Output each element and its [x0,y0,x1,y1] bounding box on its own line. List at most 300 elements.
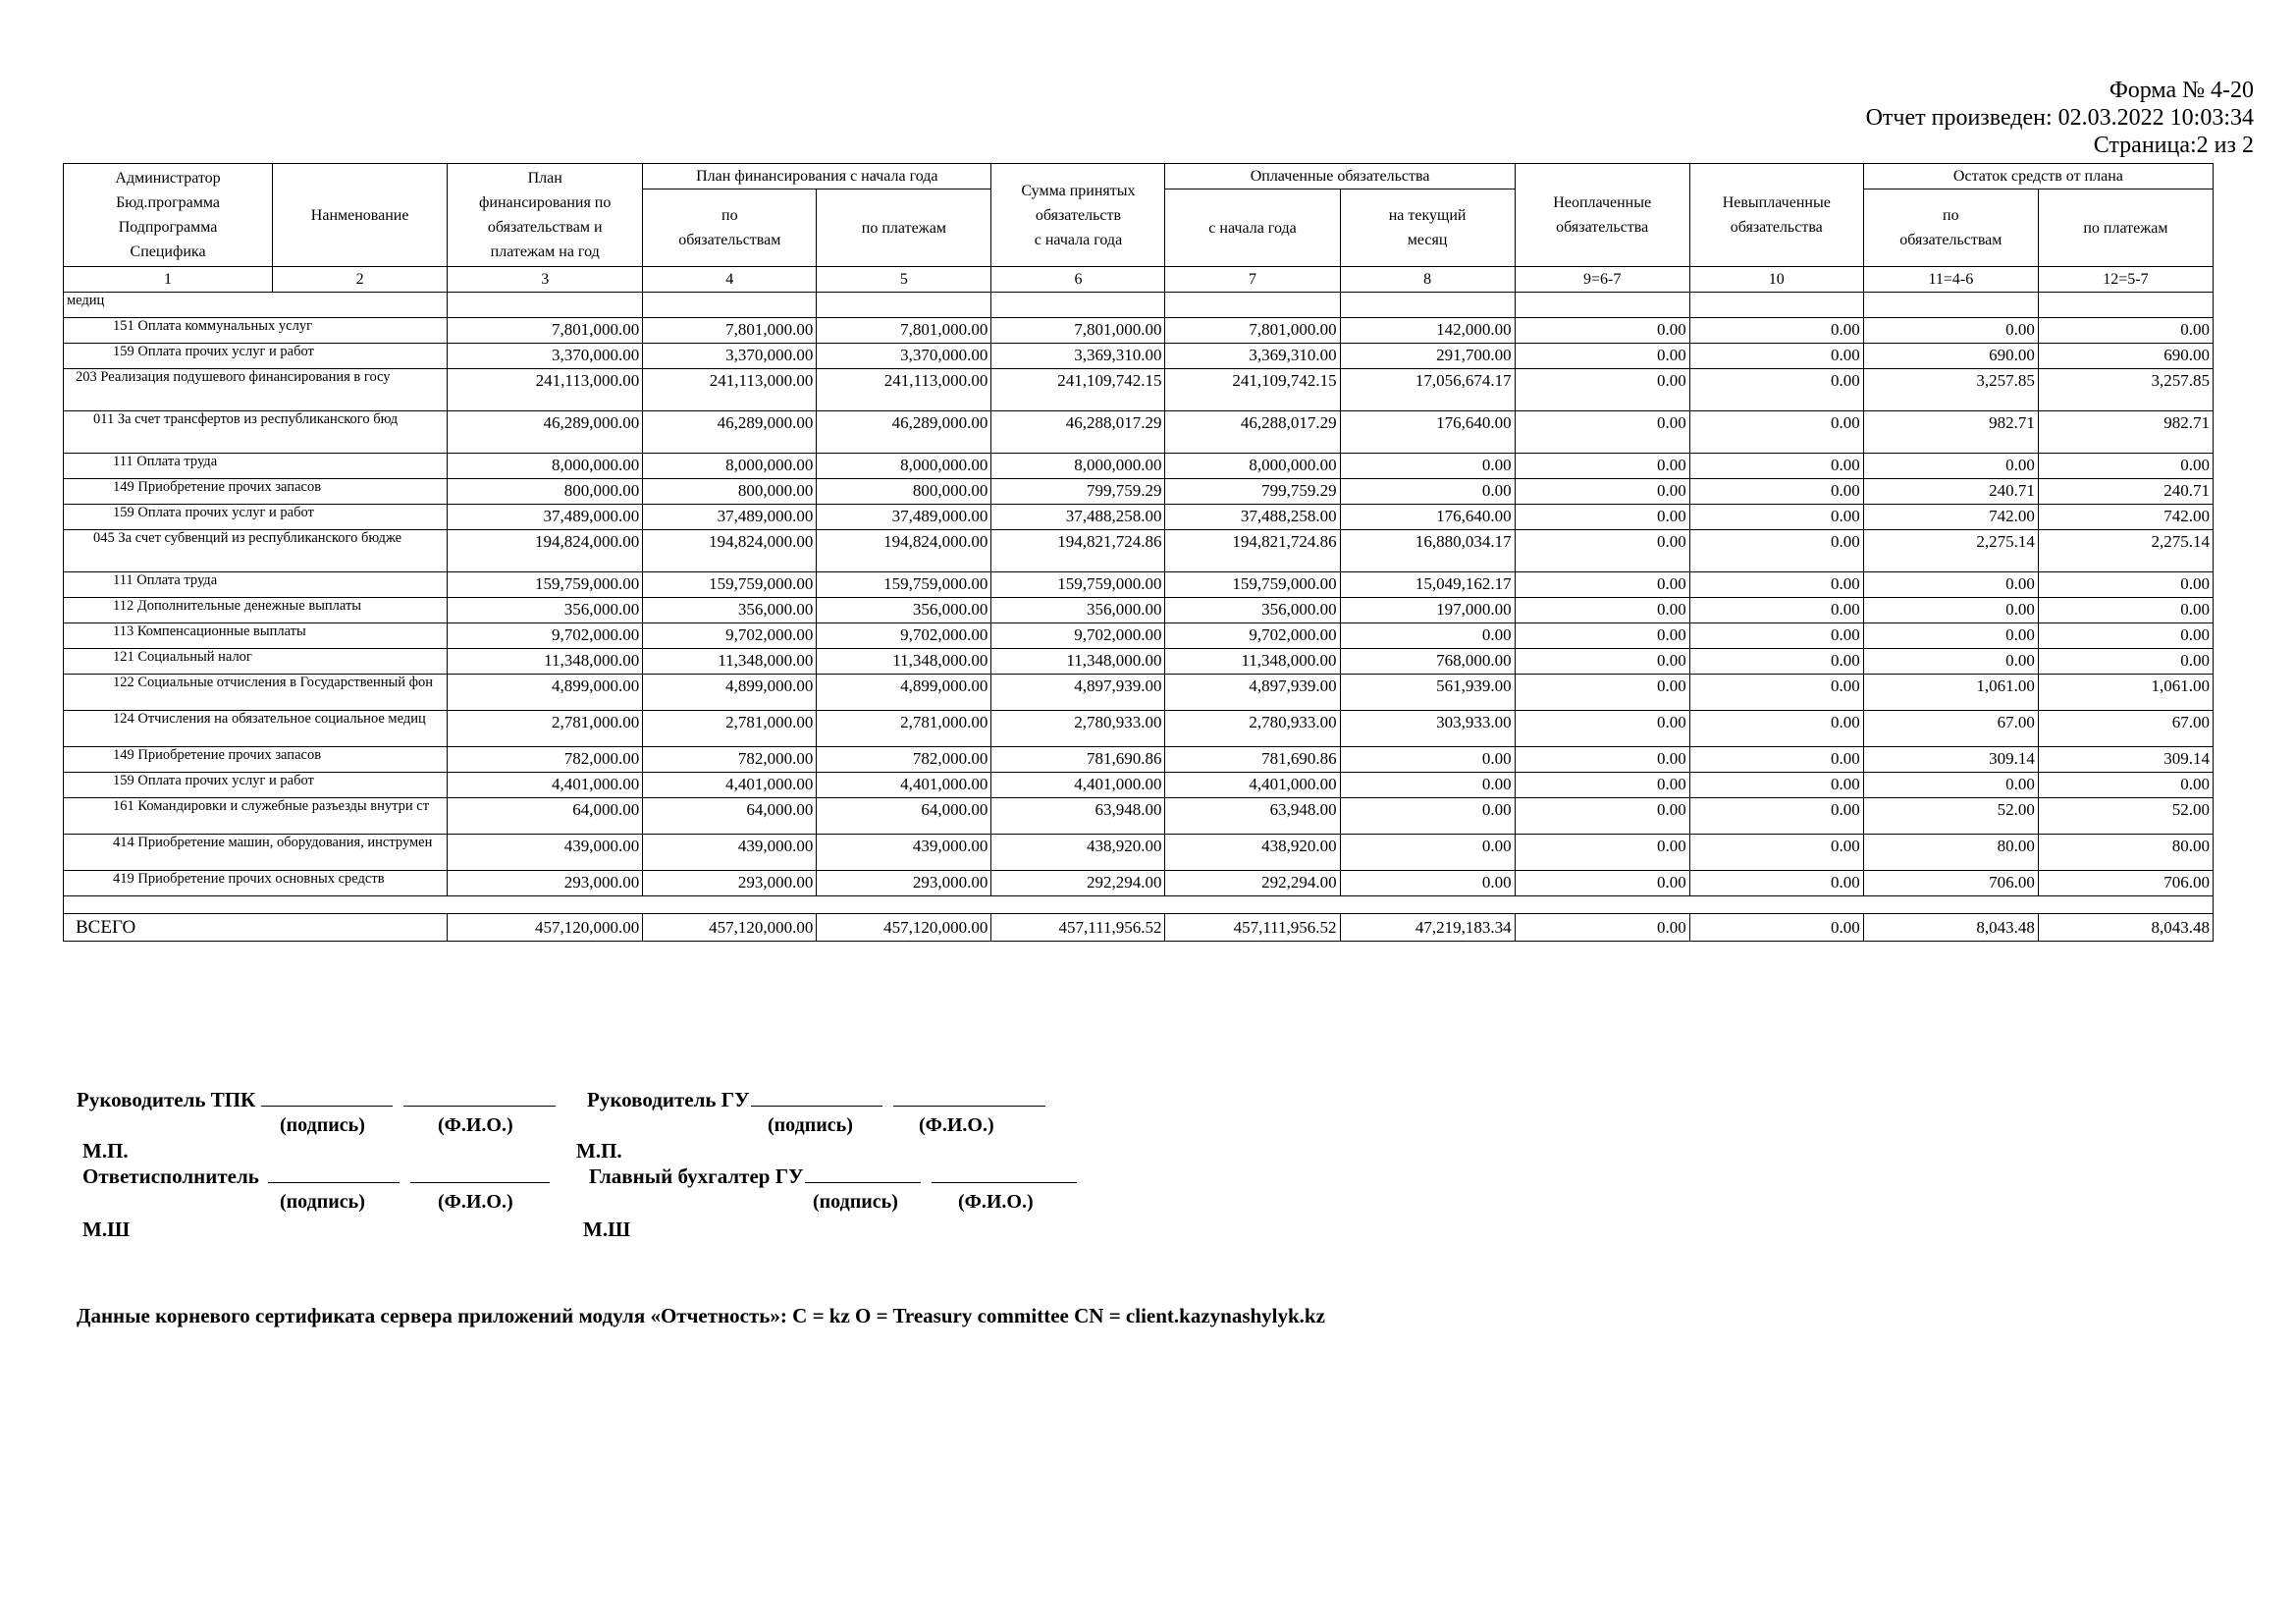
cell-col-8: 0.00 [1340,871,1515,896]
cell-col-11: 982.71 [1863,411,2038,454]
cell-col-7: 4,401,000.00 [1165,773,1340,798]
header-name: Нанменование [273,164,448,267]
cell-col-6: 9,702,000.00 [991,623,1165,649]
cell-col-10: 0.00 [1689,649,1863,675]
cell-col-10: 0.00 [1689,598,1863,623]
row-label: 419 Приобретение прочих основных средств [64,871,448,896]
cell-col-7: 457,111,956.52 [1165,914,1340,942]
cell-col-8: 0.00 [1340,773,1515,798]
cell-col-11: 0.00 [1863,649,2038,675]
cell-col-7 [1165,293,1340,318]
cell-col-10: 0.00 [1689,623,1863,649]
cell-col-6: 46,288,017.29 [991,411,1165,454]
cell-col-10 [1689,293,1863,318]
cell-col-3: 4,401,000.00 [448,773,643,798]
cell-col-11: 0.00 [1863,572,2038,598]
cell-col-9: 0.00 [1515,675,1689,711]
cell-col-6: 4,401,000.00 [991,773,1165,798]
cell-col-8: 561,939.00 [1340,675,1515,711]
name-caption: (Ф.И.О.) [438,1191,513,1213]
table-row [64,711,2214,747]
stamp-place-label: М.Ш [82,1218,131,1241]
cell-col-12: 67.00 [2038,711,2213,747]
cell-col-12: 0.00 [2038,572,2213,598]
table-row [64,293,2214,318]
cell-col-9: 0.00 [1515,623,1689,649]
cell-col-8: 0.00 [1340,479,1515,505]
cell-col-4: 3,370,000.00 [643,344,817,369]
cell-col-10: 0.00 [1689,711,1863,747]
cell-col-6: 241,109,742.15 [991,369,1165,411]
cell-col-8: 0.00 [1340,798,1515,835]
cell-col-9: 0.00 [1515,598,1689,623]
cell-col-5: 37,489,000.00 [817,505,991,530]
cell-col-12: 8,043.48 [2038,914,2213,942]
row-label: 159 Оплата прочих услуг и работ [64,773,448,798]
cell-col-6: 799,759.29 [991,479,1165,505]
header-outstanding-obligations: Невыплаченные обязательства [1689,164,1863,267]
cell-col-6: 2,780,933.00 [991,711,1165,747]
cell-col-5: 356,000.00 [817,598,991,623]
column-number: 6 [991,267,1165,293]
cell-col-8: 176,640.00 [1340,411,1515,454]
cell-col-3: 64,000.00 [448,798,643,835]
cell-col-9: 0.00 [1515,454,1689,479]
cell-col-10: 0.00 [1689,572,1863,598]
total-row [64,914,2214,942]
cell-col-11: 52.00 [1863,798,2038,835]
table-row [64,369,2214,411]
cell-col-11: 8,043.48 [1863,914,2038,942]
cell-col-8: 197,000.00 [1340,598,1515,623]
cell-col-11: 3,257.85 [1863,369,2038,411]
cell-col-4: 7,801,000.00 [643,318,817,344]
cell-col-9: 0.00 [1515,649,1689,675]
cell-col-3: 194,824,000.00 [448,530,643,572]
cell-col-9: 0.00 [1515,871,1689,896]
cell-col-7: 292,294.00 [1165,871,1340,896]
cell-col-4: 9,702,000.00 [643,623,817,649]
cell-col-3: 782,000.00 [448,747,643,773]
cell-col-3: 457,120,000.00 [448,914,643,942]
cell-col-3: 9,702,000.00 [448,623,643,649]
cell-col-6 [991,293,1165,318]
cell-col-9: 0.00 [1515,318,1689,344]
cell-col-7: 356,000.00 [1165,598,1340,623]
cell-col-12 [2038,293,2213,318]
table-row [64,479,2214,505]
cell-col-6: 292,294.00 [991,871,1165,896]
table-row [64,505,2214,530]
cell-col-3: 439,000.00 [448,835,643,871]
cell-col-11: 0.00 [1863,598,2038,623]
cell-col-6: 438,920.00 [991,835,1165,871]
cell-col-5: 46,289,000.00 [817,411,991,454]
cell-col-3: 3,370,000.00 [448,344,643,369]
cell-col-7: 9,702,000.00 [1165,623,1340,649]
cell-col-4: 37,489,000.00 [643,505,817,530]
cell-col-12: 0.00 [2038,623,2213,649]
cell-col-10: 0.00 [1689,454,1863,479]
header-group-financing-plan: План финансирования с начала года [643,164,991,189]
row-label: 122 Социальные отчисления в Государственный фон [64,675,448,711]
cell-col-7: 8,000,000.00 [1165,454,1340,479]
cell-col-4: 800,000.00 [643,479,817,505]
table-row [64,572,2214,598]
column-number: 8 [1340,267,1515,293]
cell-col-4: 46,289,000.00 [643,411,817,454]
cell-col-8: 0.00 [1340,623,1515,649]
cell-col-11: 706.00 [1863,871,2038,896]
column-number: 12=5-7 [2038,267,2213,293]
cell-col-3: 4,899,000.00 [448,675,643,711]
signature-caption: (подпись) [813,1191,898,1213]
cell-col-9: 0.00 [1515,773,1689,798]
row-label: 414 Приобретение машин, оборудования, инструмен [64,835,448,871]
cell-col-9: 0.00 [1515,798,1689,835]
cell-col-4: 4,899,000.00 [643,675,817,711]
cell-col-6: 356,000.00 [991,598,1165,623]
cell-col-7: 4,897,939.00 [1165,675,1340,711]
cell-col-11: 690.00 [1863,344,2038,369]
table-row [64,871,2214,896]
row-label: 149 Приобретение прочих запасов [64,747,448,773]
name-caption: (Ф.И.О.) [438,1114,513,1136]
cell-col-10: 0.00 [1689,369,1863,411]
table-row [64,623,2214,649]
signature-caption: (подпись) [280,1191,365,1213]
cell-col-11: 309.14 [1863,747,2038,773]
cell-col-12: 80.00 [2038,835,2213,871]
report-table [63,163,2214,942]
cell-col-6: 8,000,000.00 [991,454,1165,479]
table-row [64,798,2214,835]
cell-col-5: 194,824,000.00 [817,530,991,572]
cell-col-4: 8,000,000.00 [643,454,817,479]
cell-col-5: 457,120,000.00 [817,914,991,942]
cell-col-5: 782,000.00 [817,747,991,773]
cell-col-3: 8,000,000.00 [448,454,643,479]
row-label: 011 За счет трансфертов из республиканского бюд [64,411,448,454]
stamp-place-label: М.Ш [583,1218,631,1241]
table-row [64,649,2214,675]
cell-col-9: 0.00 [1515,747,1689,773]
column-number: 1 [64,267,273,293]
cell-col-4: 457,120,000.00 [643,914,817,942]
row-label: 121 Социальный налог [64,649,448,675]
cell-col-5: 3,370,000.00 [817,344,991,369]
cell-col-9: 0.00 [1515,835,1689,871]
cell-col-8: 176,640.00 [1340,505,1515,530]
row-label: 203 Реализация подушевого финансирования в госу [64,369,448,411]
cell-col-9: 0.00 [1515,530,1689,572]
table-header [64,164,2214,293]
form-number: Форма № 4-20 [2109,78,2254,103]
cell-col-7: 159,759,000.00 [1165,572,1340,598]
cell-col-8: 17,056,674.17 [1340,369,1515,411]
cell-col-11: 80.00 [1863,835,2038,871]
cell-col-9: 0.00 [1515,505,1689,530]
row-label: медиц [64,293,448,318]
head-tpk-label: Руководитель ТПК [77,1088,256,1111]
column-number: 11=4-6 [1863,267,2038,293]
report-produced-timestamp: Отчет произведен: 02.03.2022 10:03:34 [1865,105,2254,131]
cell-col-8: 0.00 [1340,454,1515,479]
header-plan-by-payments: по платежам [817,189,991,267]
cell-col-11: 67.00 [1863,711,2038,747]
signature-caption: (подпись) [768,1114,853,1136]
cell-col-3: 7,801,000.00 [448,318,643,344]
cell-col-12: 0.00 [2038,454,2213,479]
cell-col-7: 46,288,017.29 [1165,411,1340,454]
cell-col-5: 4,899,000.00 [817,675,991,711]
cell-col-9: 0.00 [1515,479,1689,505]
cell-col-10: 0.00 [1689,747,1863,773]
cell-col-12: 706.00 [2038,871,2213,896]
cell-col-8 [1340,293,1515,318]
cell-col-4 [643,293,817,318]
header-plan-by-obligations: по обязательствам [643,189,817,267]
cell-col-4: 293,000.00 [643,871,817,896]
cell-col-3: 11,348,000.00 [448,649,643,675]
cell-col-12: 1,061.00 [2038,675,2213,711]
cell-col-8: 291,700.00 [1340,344,1515,369]
cell-col-6: 11,348,000.00 [991,649,1165,675]
cell-col-12: 690.00 [2038,344,2213,369]
cell-col-5: 800,000.00 [817,479,991,505]
cell-col-12: 3,257.85 [2038,369,2213,411]
cell-col-4: 356,000.00 [643,598,817,623]
cell-col-7: 63,948.00 [1165,798,1340,835]
cell-col-3: 159,759,000.00 [448,572,643,598]
executor-label: Ответисполнитель [82,1164,259,1188]
head-gu-label: Руководитель ГУ [587,1088,750,1111]
cell-col-5: 7,801,000.00 [817,318,991,344]
cell-col-7: 194,821,724.86 [1165,530,1340,572]
row-label: 045 За счет субвенций из республиканского бюдже [64,530,448,572]
cell-col-3: 37,489,000.00 [448,505,643,530]
cell-col-9: 0.00 [1515,411,1689,454]
cell-col-6: 159,759,000.00 [991,572,1165,598]
header-unpaid-obligations: Неоплаченные обязательства [1515,164,1689,267]
cell-col-4: 241,113,000.00 [643,369,817,411]
row-label: 161 Командировки и служебные разъезды внутри ст [64,798,448,835]
cell-col-7: 7,801,000.00 [1165,318,1340,344]
header-paid-current-month: на текущий месяц [1340,189,1515,267]
table-row [64,530,2214,572]
cell-col-7: 438,920.00 [1165,835,1340,871]
cell-col-3: 800,000.00 [448,479,643,505]
cell-col-4: 2,781,000.00 [643,711,817,747]
cell-col-10: 0.00 [1689,411,1863,454]
table-row [64,598,2214,623]
cell-col-6: 4,897,939.00 [991,675,1165,711]
cell-col-5: 4,401,000.00 [817,773,991,798]
row-label: 113 Компенсационные выплаты [64,623,448,649]
cell-col-5 [817,293,991,318]
cell-col-6: 781,690.86 [991,747,1165,773]
cell-col-12: 0.00 [2038,773,2213,798]
cell-col-7: 799,759.29 [1165,479,1340,505]
cell-col-6: 3,369,310.00 [991,344,1165,369]
cell-col-12: 240.71 [2038,479,2213,505]
column-number: 4 [643,267,817,293]
cell-col-5: 64,000.00 [817,798,991,835]
cell-col-11: 2,275.14 [1863,530,2038,572]
cell-col-5: 293,000.00 [817,871,991,896]
cell-col-11 [1863,293,2038,318]
signature-line-chief-accountant [589,1164,1077,1188]
cell-col-4: 4,401,000.00 [643,773,817,798]
cell-col-7: 2,780,933.00 [1165,711,1340,747]
cell-col-5: 439,000.00 [817,835,991,871]
cell-col-11: 0.00 [1863,623,2038,649]
cell-col-4: 159,759,000.00 [643,572,817,598]
cell-col-8: 0.00 [1340,747,1515,773]
cell-col-10: 0.00 [1689,914,1863,942]
cell-col-11: 742.00 [1863,505,2038,530]
cell-col-8: 16,880,034.17 [1340,530,1515,572]
name-caption: (Ф.И.О.) [958,1191,1034,1213]
cell-col-4: 11,348,000.00 [643,649,817,675]
header-group-plan-balance: Остаток средств от плана [1863,164,2213,189]
row-label: 111 Оплата труда [64,572,448,598]
cell-col-7: 241,109,742.15 [1165,369,1340,411]
table-row [64,747,2214,773]
cell-col-8: 47,219,183.34 [1340,914,1515,942]
cell-col-10: 0.00 [1689,505,1863,530]
table-row [64,835,2214,871]
cell-col-10: 0.00 [1689,318,1863,344]
table-row [64,773,2214,798]
cell-col-8: 142,000.00 [1340,318,1515,344]
cell-col-6: 37,488,258.00 [991,505,1165,530]
stamp-place-label: М.П. [82,1139,129,1163]
header-administrator: Администратор Бюд.программа Подпрограмма Специфика [64,164,273,267]
cell-col-3: 2,781,000.00 [448,711,643,747]
cell-col-8: 303,933.00 [1340,711,1515,747]
cell-col-5: 8,000,000.00 [817,454,991,479]
cell-col-10: 0.00 [1689,798,1863,835]
table-row [64,454,2214,479]
cell-col-12: 309.14 [2038,747,2213,773]
row-label: 111 Оплата труда [64,454,448,479]
cell-col-10: 0.00 [1689,835,1863,871]
table-row [64,344,2214,369]
table-body [64,293,2214,942]
page-indicator: Страница:2 из 2 [2093,133,2254,158]
cell-col-5: 2,781,000.00 [817,711,991,747]
header-annual-plan: План финансирования по обязательствам и платежам на год [448,164,643,267]
cell-col-8: 15,049,162.17 [1340,572,1515,598]
column-number: 9=6-7 [1515,267,1689,293]
cell-col-8: 768,000.00 [1340,649,1515,675]
cell-col-9: 0.00 [1515,572,1689,598]
cell-col-4: 782,000.00 [643,747,817,773]
cell-col-6: 457,111,956.52 [991,914,1165,942]
header-group-paid-obligations: Оплаченные обязательства [1165,164,1515,189]
cell-col-9: 0.00 [1515,711,1689,747]
cell-col-12: 0.00 [2038,598,2213,623]
cell-col-12: 0.00 [2038,649,2213,675]
cell-col-7: 3,369,310.00 [1165,344,1340,369]
table-row [64,411,2214,454]
cell-col-4: 64,000.00 [643,798,817,835]
header-balance-by-payments: по платежам [2038,189,2213,267]
cell-col-9: 0.00 [1515,369,1689,411]
spacer-row [64,896,2214,914]
name-caption: (Ф.И.О.) [919,1114,994,1136]
stamp-place-label: М.П. [576,1139,622,1163]
cell-col-12: 52.00 [2038,798,2213,835]
header-paid-since-year-start: с начала года [1165,189,1340,267]
cell-col-12: 0.00 [2038,318,2213,344]
row-label: 112 Дополнительные денежные выплаты [64,598,448,623]
signature-caption: (подпись) [280,1114,365,1136]
cell-col-7: 11,348,000.00 [1165,649,1340,675]
cell-col-8: 0.00 [1340,835,1515,871]
cell-col-10: 0.00 [1689,530,1863,572]
total-label: ВСЕГО [64,914,448,942]
cell-col-9: 0.00 [1515,344,1689,369]
certificate-info: Данные корневого сертификата сервера приложений модуля «Отчетность»: C = kz O = Treasury committee CN = client.kazynashylyk.kz [77,1304,1325,1327]
cell-col-7: 781,690.86 [1165,747,1340,773]
signature-line-head-gu [587,1088,1045,1111]
cell-col-12: 982.71 [2038,411,2213,454]
cell-col-10: 0.00 [1689,479,1863,505]
cell-col-11: 0.00 [1863,318,2038,344]
cell-col-10: 0.00 [1689,773,1863,798]
cell-col-12: 742.00 [2038,505,2213,530]
cell-col-3: 293,000.00 [448,871,643,896]
signature-line-head-tpk [77,1088,556,1111]
cell-col-11: 0.00 [1863,773,2038,798]
table-row [64,318,2214,344]
cell-col-12: 2,275.14 [2038,530,2213,572]
cell-col-9 [1515,293,1689,318]
cell-col-11: 1,061.00 [1863,675,2038,711]
row-label: 124 Отчисления на обязательное социальное медиц [64,711,448,747]
column-number: 10 [1689,267,1863,293]
signature-line-executor [82,1164,550,1188]
cell-col-6: 7,801,000.00 [991,318,1165,344]
row-label: 151 Оплата коммунальных услуг [64,318,448,344]
cell-col-10: 0.00 [1689,871,1863,896]
row-label: 159 Оплата прочих услуг и работ [64,505,448,530]
column-number: 3 [448,267,643,293]
row-label: 159 Оплата прочих услуг и работ [64,344,448,369]
header-balance-by-obligations: по обязательствам [1863,189,2038,267]
cell-col-3: 241,113,000.00 [448,369,643,411]
column-number: 2 [273,267,448,293]
cell-col-10: 0.00 [1689,344,1863,369]
chief-accountant-label: Главный бухгалтер ГУ [589,1164,804,1188]
header-accepted-obligations: Сумма принятых обязательств с начала года [991,164,1165,267]
cell-col-3: 46,289,000.00 [448,411,643,454]
cell-col-6: 63,948.00 [991,798,1165,835]
cell-col-4: 194,824,000.00 [643,530,817,572]
column-number: 5 [817,267,991,293]
row-label: 149 Приобретение прочих запасов [64,479,448,505]
cell-col-10: 0.00 [1689,675,1863,711]
cell-col-5: 9,702,000.00 [817,623,991,649]
cell-col-11: 0.00 [1863,454,2038,479]
cell-col-5: 159,759,000.00 [817,572,991,598]
cell-col-5: 241,113,000.00 [817,369,991,411]
column-number: 7 [1165,267,1340,293]
cell-col-11: 240.71 [1863,479,2038,505]
cell-col-5: 11,348,000.00 [817,649,991,675]
